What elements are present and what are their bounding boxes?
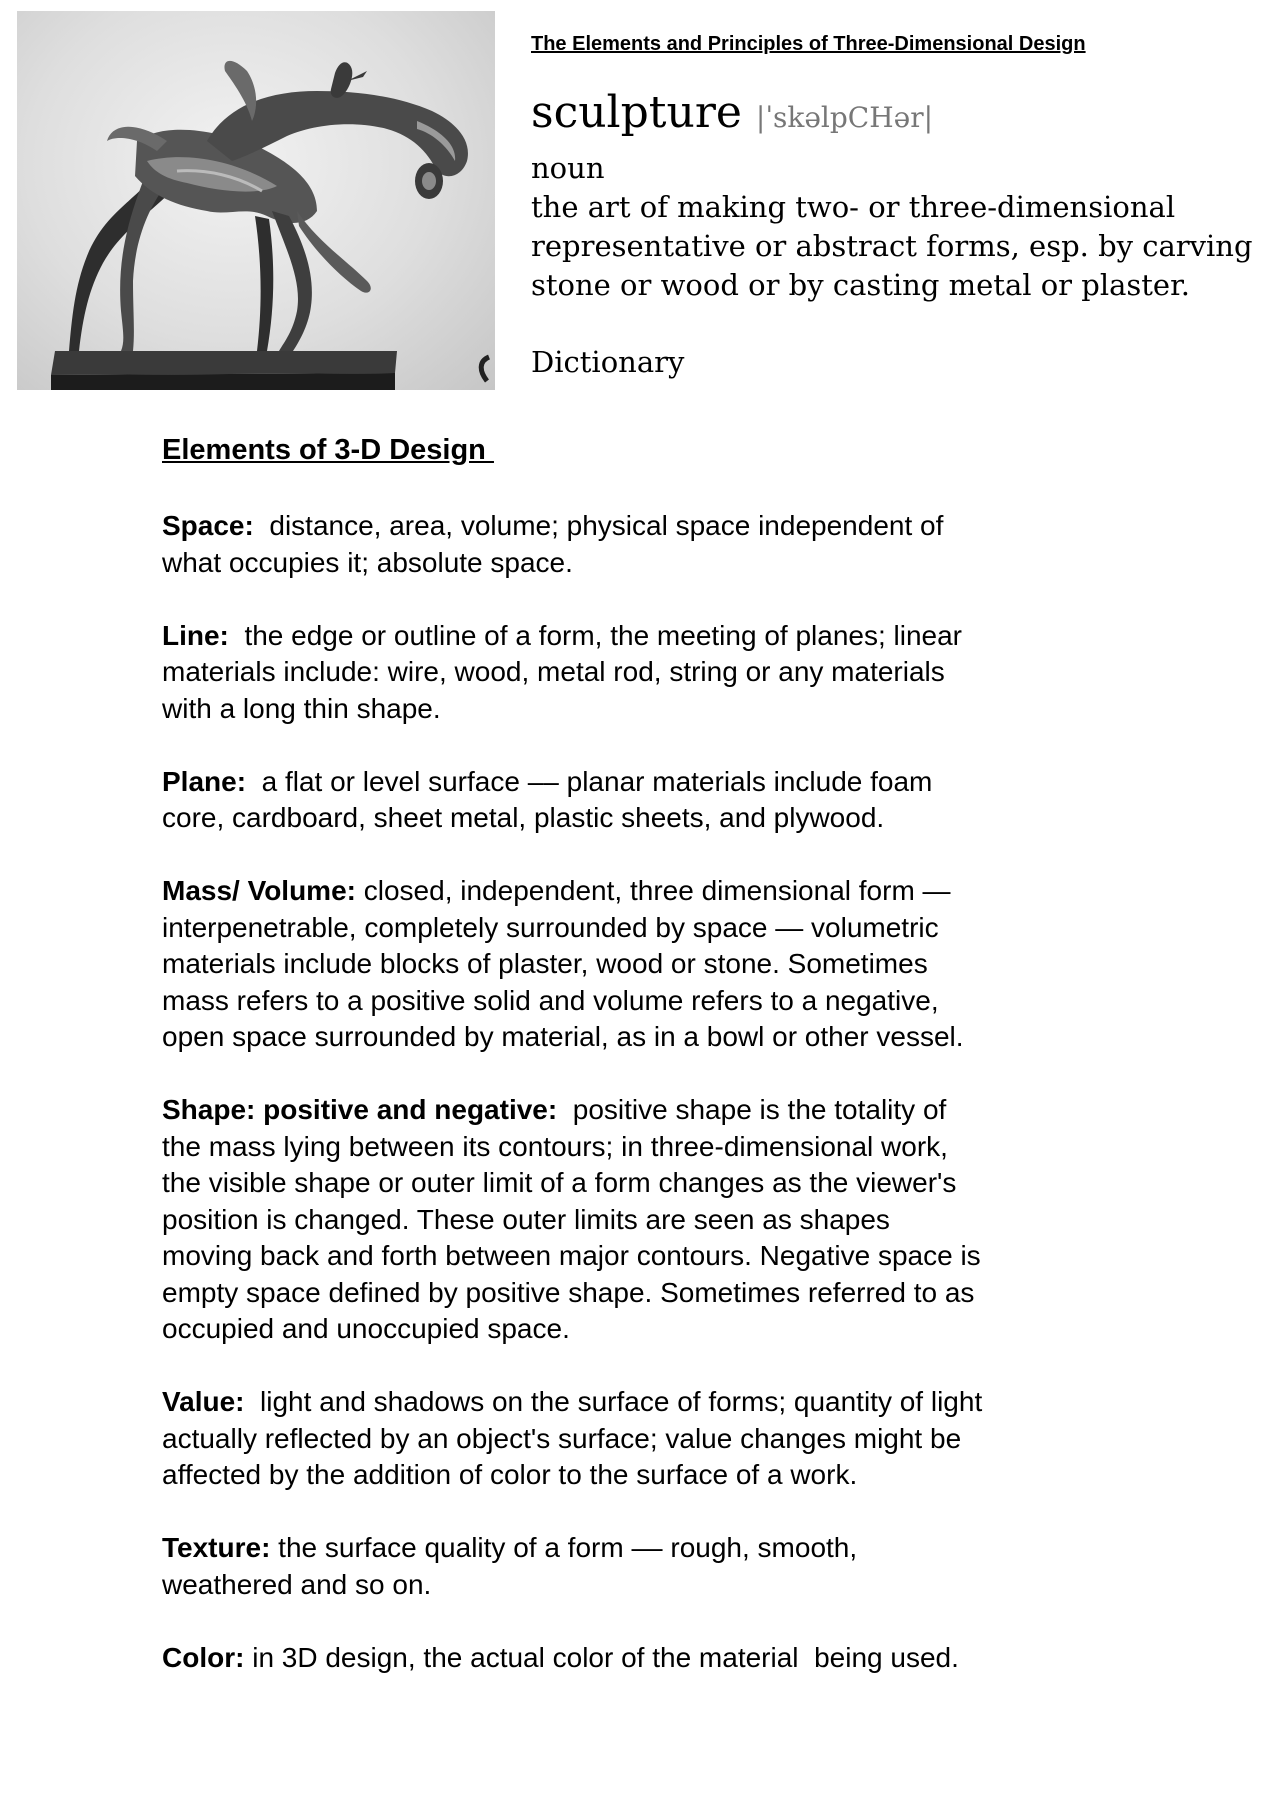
definition-line: representative or abstract forms, esp. by carving xyxy=(531,229,1253,263)
element-term: Space: xyxy=(162,510,254,541)
element-line: mass refers to a positive solid and volume refers to a negative, xyxy=(162,984,939,1016)
element-line: the visible shape or outer limit of a form changes as the viewer's xyxy=(162,1167,957,1198)
element-text: closed, independent, three dimensional form — xyxy=(355,875,951,906)
element-line: empty space defined by positive shape. Sometimes referred to as xyxy=(162,1276,975,1308)
section-heading: Elements of 3-D Design xyxy=(162,434,494,466)
element-term: Plane: xyxy=(162,765,247,797)
element-text: the edge or outline of a form, the meeting of planes; linear xyxy=(228,619,963,651)
element-line xyxy=(162,1530,1162,1567)
element-line xyxy=(162,508,1162,545)
element-line: core, cardboard, sheet metal, plastic sheets, and plywood. xyxy=(162,802,885,833)
element-line: actually reflected by an object's surface; value changes might be xyxy=(162,1422,962,1454)
headword: sculpture xyxy=(531,87,742,138)
element-texture xyxy=(162,1530,1162,1603)
elements-list xyxy=(162,508,1162,1713)
element-text: distance, area, volume; physical space independent of xyxy=(253,510,944,541)
element-line xyxy=(162,1384,1162,1421)
element-line: moving back and forth between major contours. Negative space is xyxy=(162,1240,981,1271)
element-term: Mass/ Volume: xyxy=(162,875,356,906)
horse-sculpture-icon xyxy=(17,11,495,390)
element-line: interpenetrable, completely surrounded by space — volumetric xyxy=(162,911,939,943)
element-mass-volume xyxy=(162,873,1162,1056)
element-plane xyxy=(162,764,1162,837)
element-text: light and shadows on the surface of forms; quantity of light xyxy=(244,1386,983,1417)
definition-source: Dictionary xyxy=(531,345,685,379)
element-text: positive shape is the totality of xyxy=(557,1094,947,1125)
element-line: materials include: wire, wood, metal rod, string or any materials xyxy=(162,656,945,687)
element-line xyxy=(162,618,1162,655)
element-term: Color: xyxy=(162,1641,245,1673)
element-line: weathered and so on. xyxy=(162,1568,432,1600)
element-space xyxy=(162,508,1162,581)
element-line: occupied and unoccupied space. xyxy=(162,1313,570,1344)
element-text: in 3D design, the actual color of the material being used. xyxy=(244,1641,959,1673)
element-line: with a long thin shape. xyxy=(162,692,441,724)
element-term: Shape: positive and negative: xyxy=(162,1094,558,1125)
element-color xyxy=(162,1640,1162,1677)
element-line: materials include blocks of plaster, wood or stone. Sometimes xyxy=(162,948,928,979)
element-line xyxy=(162,1640,1162,1677)
sculpture-photo xyxy=(17,11,495,390)
element-line xyxy=(162,764,1162,801)
definition-line: stone or wood or by casting metal or plaster. xyxy=(531,268,1190,302)
element-line: position is changed. These outer limits are seen as shapes xyxy=(162,1203,890,1235)
definition-line: the art of making two- or three-dimensional xyxy=(531,190,1176,224)
pronunciation: |ˈskəlpCHər| xyxy=(755,101,934,134)
element-line xyxy=(162,873,1162,910)
document-title: The Elements and Principles of Three-Dimensional Design xyxy=(531,33,1086,55)
element-line-def xyxy=(162,618,1162,728)
element-text: the surface quality of a form –– rough, smooth, xyxy=(270,1532,858,1563)
element-term: Texture: xyxy=(162,1532,271,1563)
element-line xyxy=(162,1092,1162,1129)
dictionary-definition xyxy=(531,82,1253,382)
element-term: Value: xyxy=(162,1386,245,1417)
element-line: affected by the addition of color to the surface of a work. xyxy=(162,1459,858,1490)
part-of-speech: noun xyxy=(531,151,605,185)
element-line: open space surrounded by material, as in a bowl or other vessel. xyxy=(162,1021,964,1052)
element-value xyxy=(162,1384,1162,1494)
element-term: Line: xyxy=(162,619,229,651)
element-text: a flat or level surface –– planar materials include foam xyxy=(246,765,933,797)
element-line: the mass lying between its contours; in three-dimensional work, xyxy=(162,1130,948,1162)
element-shape xyxy=(162,1092,1162,1348)
headword-line xyxy=(531,82,1231,149)
element-line: what occupies it; absolute space. xyxy=(162,546,573,578)
